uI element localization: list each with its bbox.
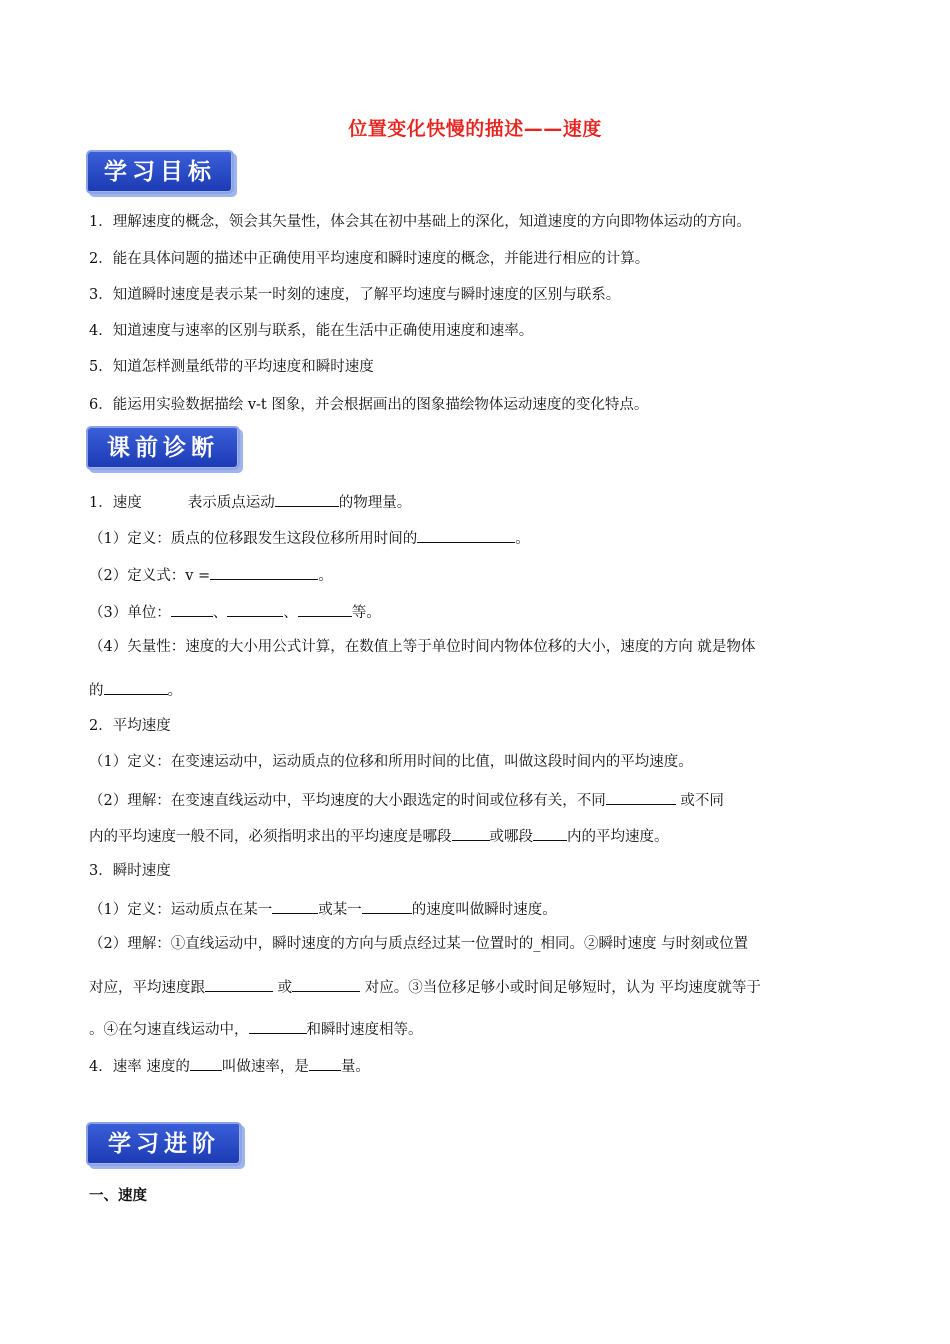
diag-text: 1．速度: [89, 495, 142, 511]
diag-text: 。: [167, 683, 182, 699]
diag-text: 和瞬时速度相等。: [306, 1022, 423, 1038]
goal-item: 4．知道速度与速率的区别与联系，能在生活中正确使用速度和速率。: [89, 323, 534, 339]
fill-blank[interactable]: [210, 564, 318, 580]
diag-text: （2）理解：在变速直线运动中，平均速度的大小跟选定的时间或位移有关，不同: [89, 793, 606, 809]
diag-text: 的物理量。: [338, 495, 412, 511]
goal-item: 2．能在具体问题的描述中正确使用平均速度和瞬时速度的概念，并能进行相应的计算。: [89, 251, 650, 267]
diagnosis-line: （4）矢量性：速度的大小用公式计算，在数值上等于单位时间内物体位移的大小，速度的方向 就是物体: [89, 639, 756, 655]
goal-item: 3．知道瞬时速度是表示某一时刻的速度，了解平均速度与瞬时速度的区别与联系。: [89, 287, 621, 303]
diag-text: 的速度叫做瞬时速度。: [411, 902, 557, 918]
diagnosis-line: [89, 825, 870, 847]
diagnosis-line: （2）理解：①直线运动中，瞬时速度的方向与质点经过某一位置时的_相同。②瞬时速度 与时刻或位置: [89, 936, 749, 952]
diag-text: 内的平均速度一般不同，必须指明求出的平均速度是哪段: [89, 829, 452, 845]
fill-blank[interactable]: [104, 679, 168, 695]
diag-text: 的: [89, 683, 104, 699]
fill-blank[interactable]: [205, 976, 273, 992]
diag-text: 。: [515, 531, 530, 547]
diag-text: 4．速率 速度的: [89, 1059, 190, 1075]
section-banner-advance: 学习进阶: [86, 1122, 242, 1166]
diagnosis-line: [89, 491, 870, 513]
diag-text: 。④在匀速直线运动中，: [89, 1022, 249, 1038]
section-heading-speed: 一、速度: [89, 1188, 147, 1204]
fill-blank[interactable]: [417, 527, 515, 543]
diag-text: 对应，平均速度跟: [89, 980, 205, 996]
fill-blank[interactable]: [190, 1055, 222, 1071]
diag-text: 内的平均速度。: [567, 829, 669, 845]
diag-text: 表示质点运动: [187, 495, 275, 511]
diag-text: （2）定义式：v =: [89, 568, 211, 584]
diagnosis-line: [89, 976, 870, 998]
diagnosis-line: [89, 601, 870, 623]
diagnosis-line: [89, 564, 870, 586]
diagnosis-line: （1）定义：在变速运动中，运动质点的位移和所用时间的比值，叫做这段时间内的平均速度。: [89, 754, 693, 770]
fill-blank[interactable]: [171, 601, 213, 617]
diag-text: 等。: [351, 605, 381, 621]
fill-blank[interactable]: [309, 1055, 341, 1071]
diag-text: 或某一: [318, 902, 362, 918]
goal-item: 1．理解速度的概念，领会其矢量性，体会其在初中基础上的深化，知道速度的方向即物体运动的方向。: [89, 214, 751, 230]
fill-blank[interactable]: [275, 491, 339, 507]
section-banner-goals: 学习目标: [86, 150, 234, 194]
diag-text: 。: [318, 568, 333, 584]
fill-blank[interactable]: [249, 1018, 307, 1034]
section-banner-prelesson: 课前诊断: [86, 426, 240, 470]
diag-text: 叫做速率，是: [221, 1059, 309, 1075]
fill-blank[interactable]: [298, 601, 352, 617]
page-title: 位置变化快慢的描述——速度: [348, 118, 602, 140]
diag-text: 量。: [340, 1059, 370, 1075]
diagnosis-line: [89, 1055, 870, 1077]
diagnosis-line: [89, 527, 870, 549]
diagnosis-line: [89, 789, 870, 811]
diag-text: 或不同: [675, 793, 724, 809]
diag-text: 、: [283, 605, 298, 621]
diag-text: 对应。③当位移足够小或时间足够短时，认为 平均速度就等于: [360, 980, 761, 996]
fill-blank[interactable]: [272, 898, 318, 914]
fill-blank[interactable]: [606, 789, 676, 805]
fill-blank[interactable]: [362, 898, 412, 914]
diagnosis-line: [89, 898, 870, 920]
diagnosis-heading: 2．平均速度: [89, 718, 171, 734]
goal-item: 5．知道怎样测量纸带的平均速度和瞬时速度: [89, 359, 374, 375]
diag-text: 、: [212, 605, 228, 621]
diag-text: （1）定义：运动质点在某一: [89, 902, 273, 918]
goal-item: 6．能运用实验数据描绘 v-t 图象，并会根据画出的图象描绘物体运动速度的变化特点。: [89, 397, 649, 413]
fill-blank[interactable]: [533, 825, 567, 841]
fill-blank[interactable]: [292, 976, 360, 992]
diagnosis-line: [89, 679, 870, 701]
fill-blank[interactable]: [227, 601, 283, 617]
diagnosis-heading: 3．瞬时速度: [89, 863, 171, 879]
diagnosis-line: [89, 1018, 870, 1040]
diag-text: （3）单位：: [89, 605, 171, 621]
fill-blank[interactable]: [452, 825, 490, 841]
diag-text: （1）定义：质点的位移跟发生这段位移所用时间的: [89, 531, 418, 547]
diag-text: 或哪段: [489, 829, 533, 845]
diag-text: 或: [273, 980, 293, 996]
